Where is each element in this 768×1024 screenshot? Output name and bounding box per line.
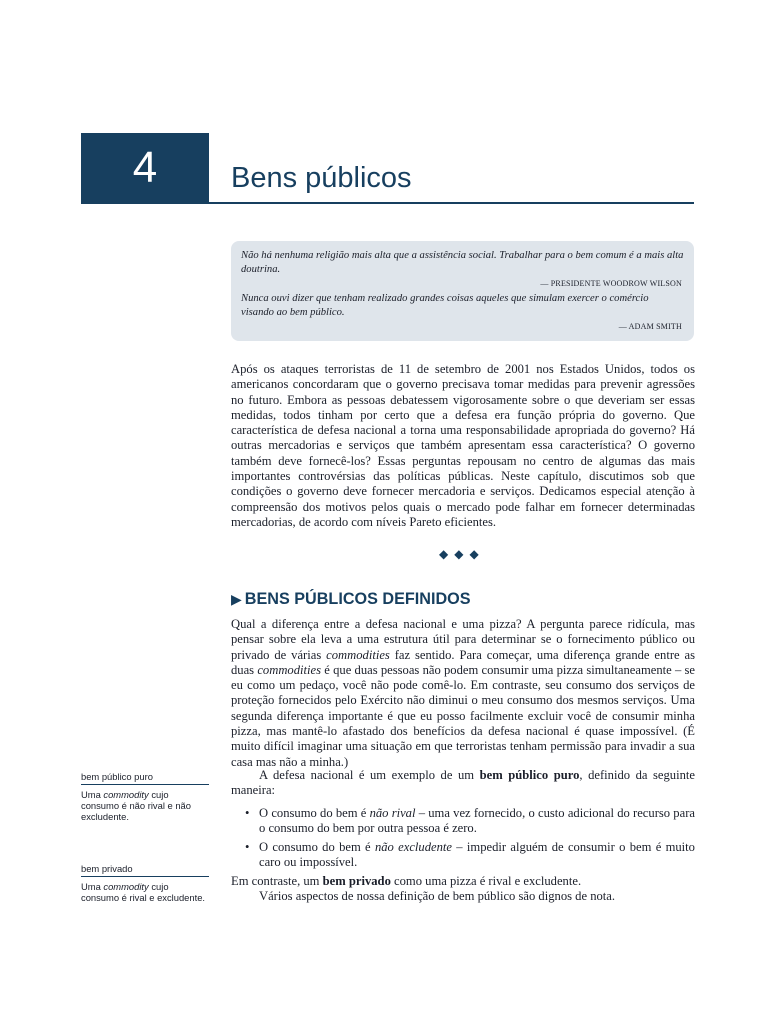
epigraph-quote-1: Não há nenhuma religião mais alta que a assistência social. Trabalhar para o bem comum é a mais alta doutrina. xyxy=(241,250,684,275)
key-term-bem-publico-puro: bem público puro xyxy=(479,768,580,782)
list-item: • O consumo do bem é não rival – uma vez fornecido, o custo adicional do recurso para o consumo do bem por outra pessoa é zero. xyxy=(245,806,695,836)
chapter-number-box xyxy=(81,133,209,203)
definition-list xyxy=(245,806,695,873)
title-rule-left xyxy=(81,202,209,204)
margin-definition: Uma commodity cujo consumo é rival e excludente. xyxy=(81,881,206,903)
epigraph-attribution-1: — PRESIDENTE WOODROW WILSON xyxy=(540,279,682,288)
paragraph-2: A defesa nacional é um exemplo de um bem público puro, definido da seguinte maneira: xyxy=(231,768,695,798)
bullet-icon: • xyxy=(245,806,250,820)
paragraph-4: Vários aspectos de nossa definição de bem público são dignos de nota. xyxy=(259,889,616,903)
margin-definition-bem-publico-puro xyxy=(81,771,209,822)
margin-definition-bem-privado xyxy=(81,863,209,903)
list-item: • O consumo do bem é não excludente – impedir alguém de consumir o bem é muito caro ou impossível. xyxy=(245,839,695,869)
margin-term: bem privado xyxy=(81,863,209,877)
section-heading xyxy=(231,590,471,609)
section-separator: ◆◆◆ xyxy=(439,547,485,561)
title-rule xyxy=(209,202,694,204)
section-arrow-icon: ▶ xyxy=(231,591,242,607)
intro-paragraph: Após os ataques terroristas de 11 de setembro de 2001 nos Estados Unidos, todos os americanos concordaram que o governo precisava tomar medidas para prevenir agressões no futuro. Embora as pessoas debatessem vigorosamente sobre o que deveriam ser essas medidas, todos tinham por certo que a defesa era função própria do governo. Que característica de defesa nacional a torna uma responsabilidade apropriada do governo? Há outras mercadorias e serviços que também apresentam essa característica? O governo também deve fornecê-los? Essas perguntas repousam no centro de algumas das mais importantes controvérsias das políticas públicas. Neste capítulo, discutimos sob que condições o governo deve fornecer mercadoria e serviços. Dedicamos especial atenção à compreensão dos motivos pelos quais o mercado pode falhar em fornecer determinadas mercadorias, de acordo com níveis Pareto eficientes. xyxy=(231,362,695,529)
chapter-number: 4 xyxy=(132,143,158,192)
paragraph-1: Qual a diferença entre a defesa nacional e uma pizza? A pergunta parece ridícula, mas pensar sobre ela leva a uma estrutura útil para determinar se o fornecimento público ou privado de várias commodities faz sentido. Para começar, uma diferença grande entre as duas commodities é que duas pessoas não podem consumir uma pizza simultaneamente – se eu como um pedaço, você não pode comê-lo. Em contraste, seu consumo dos serviços de proteção fornecidos pelo Exército não diminui o meu consumo dos mesmos serviços. Uma segunda diferença importante é que eu posso facilmente excluir você de consumir minha pizza, mas mantê-lo afastado dos benefícios da defesa nacional é quase impossível. (É muito difícil imaginar uma situação em que terroristas tenham permissão para invadir a sua casa mas não a minha.) xyxy=(231,617,696,769)
chapter-title: Bens públicos xyxy=(231,162,412,194)
margin-definition: Uma commodity cujo consumo é não rival e não excludente. xyxy=(81,789,191,822)
key-term-bem-privado: bem privado xyxy=(322,874,391,888)
epigraph-box xyxy=(231,241,694,341)
epigraph-quote-2: Nunca ouvi dizer que tenham realizado grandes coisas aqueles que simulam exercer o comércio visando ao bem público. xyxy=(241,293,649,318)
section-heading-text: BENS PÚBLICOS DEFINIDOS xyxy=(244,590,471,608)
epigraph-attribution-2: — ADAM SMITH xyxy=(618,322,682,331)
bullet-icon: • xyxy=(245,839,250,854)
paragraph-3: Em contraste, um bem privado como uma pizza é rival e excludente. xyxy=(231,874,582,888)
margin-term: bem público puro xyxy=(81,771,209,785)
